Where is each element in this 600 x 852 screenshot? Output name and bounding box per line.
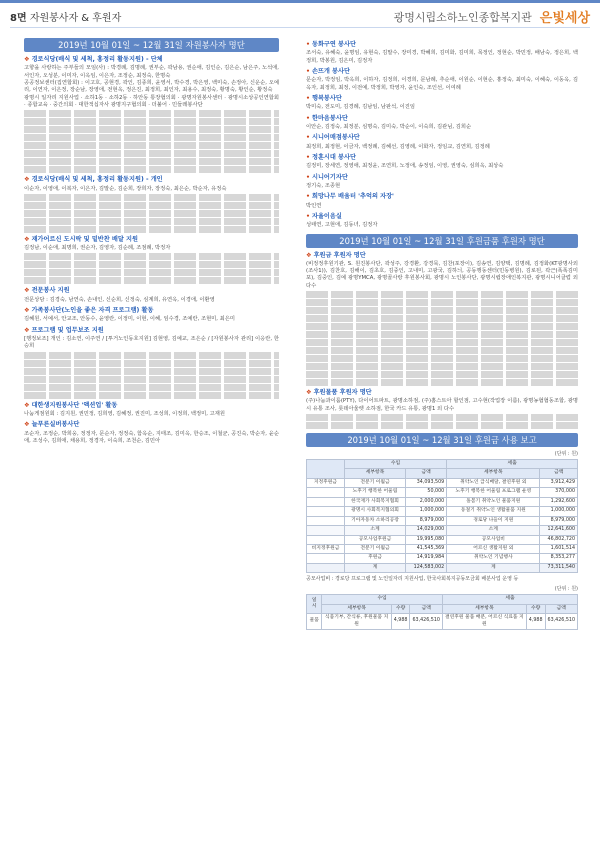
table-cell: 14,919,984 xyxy=(406,554,447,563)
table-cell: 공모사업비 xyxy=(447,535,540,544)
table-cell xyxy=(307,497,345,506)
section-heading: ❖ 재가어르신 도시락 및 밑반찬 배달 지원 xyxy=(24,235,138,243)
table-header: 금액 xyxy=(406,469,447,478)
table-cell: 370,000 xyxy=(540,488,578,497)
table-header: 세출 xyxy=(447,459,578,468)
section-heading: ❖ 가족봉사단(노인을 좋은 자격 프로그램) 활동 xyxy=(24,307,154,315)
group-text: 박인연 xyxy=(306,202,322,209)
section-heading: ❖ 경로식당(배식 및 세척, 홍정리 활동지원) - 단체 xyxy=(24,56,163,63)
volunteer-text: 공공정보센터(집연합회) : 이고호, 공현경, 곽인, 김종희, 윤영서, 박수경, 박은영, 백미숙, 손정아, 신운순, 오예리, 이연자, 이은정, 장순남, 장영애, 전현옥, 정은진, 최정희, 최인자, 최용수, 최정숙, 황명숙, 황인순, 황정숙 xyxy=(24,79,279,94)
group-heading: • 동화구연 봉사단 xyxy=(306,41,356,48)
table-cell: 8,353,277 xyxy=(540,554,578,563)
text-line xyxy=(24,253,279,260)
text-line xyxy=(24,277,279,284)
table-cell: 동절기 취약노인 생활물품 지원 xyxy=(447,507,540,516)
text-line xyxy=(306,315,578,322)
table-cell: 결연후원 물품 배분, 어르신 식료품 지원 xyxy=(442,614,526,630)
group-heading: • 정훈시대 봉사단 xyxy=(306,153,356,161)
table-cell: 계 xyxy=(344,563,405,572)
table-header: 수입 xyxy=(322,595,443,604)
table-header: 금액 xyxy=(540,469,578,478)
group-heading: • 손뜨개 봉사단 xyxy=(306,67,350,75)
section-heading: ❖ 전문봉사 지원 xyxy=(24,287,70,295)
table-cell xyxy=(307,563,345,572)
table-cell: 소계 xyxy=(447,526,540,535)
section-heading: ❖ 늘푸른실버봉사단 xyxy=(24,421,80,429)
section-heading: ❖ 경로식당(배식 및 세척, 홍정리 활동지원) - 개인 xyxy=(24,176,163,184)
table-header: 금액 xyxy=(545,604,578,613)
text-line xyxy=(306,363,578,370)
text-line xyxy=(306,339,578,346)
table-cell: 취약노인 급식배달, 결연후원 외 xyxy=(447,478,540,487)
text-line xyxy=(24,376,279,383)
volunteer-text: 고향을 사랑하는 주부들의 모임(사) : 박경례, 김명례, 권부순, 곽남용, 권순애, 김인순, 김은순, 남은주, 노석애, 서인자, 오성분, 이미자, 이옥임, 이은자, 조정순, 최정숙, 한명숙 xyxy=(24,65,279,79)
table-header: 금액 xyxy=(410,604,442,613)
unit-label: (단위 : 원) xyxy=(554,586,578,593)
table-cell: 한국재가 사회복지협회 xyxy=(344,497,405,506)
text-line xyxy=(306,307,578,314)
text-line xyxy=(24,194,279,201)
table-cell: 63,426,510 xyxy=(545,614,578,630)
table-cell: 취약노인 기념행사 xyxy=(447,554,540,563)
text-line xyxy=(24,360,279,367)
section-heading: ❖ 대한생지원봉사단 '액션업' 활동 xyxy=(24,401,118,409)
page-number: 8면 xyxy=(10,12,27,24)
table-cell: 계 xyxy=(447,563,540,572)
table-cell: 19,995,080 xyxy=(406,535,447,544)
text-line xyxy=(306,299,578,306)
group-heading: • 행복봉사단 xyxy=(306,94,342,102)
group-text: 박미숙, 전도미, 김경례, 김남임, 남판석, 이진임 xyxy=(306,104,415,111)
text-line xyxy=(24,166,279,173)
table-cell: 광명시 사회복지협의회 xyxy=(344,507,405,516)
text-line xyxy=(306,323,578,330)
text-line xyxy=(24,110,279,117)
table-cell: 식품기부, 간식류, 후원물품 지원 xyxy=(322,614,391,630)
org-name: 광명시립소하노인종합복지관 xyxy=(393,11,532,25)
left-column xyxy=(24,38,279,445)
table-cell: 50,000 xyxy=(406,488,447,497)
text-line xyxy=(306,379,578,386)
table-cell: 전분기 이월금 xyxy=(344,544,405,553)
table-cell: 4,988 xyxy=(526,614,545,630)
finance-table xyxy=(306,459,578,574)
text-line xyxy=(24,269,279,276)
volunteer-text: 전문상담 : 김경숙, 남연숙, 손내인, 신순희, 신정숙, 심계희, 유연옥, 이경애, 이환영 xyxy=(24,296,215,303)
text-line xyxy=(306,355,578,362)
text-line xyxy=(24,226,279,233)
text-line xyxy=(24,134,279,141)
table-cell: 기아자동차 소하리공장 xyxy=(344,516,405,525)
table-cell: 경로당 나들이 지원 xyxy=(447,516,540,525)
group-heading: • 시니어매점봉사단 xyxy=(306,134,360,142)
table-cell: 63,426,510 xyxy=(410,614,442,630)
text-line xyxy=(24,150,279,157)
volunteer-text: 김혜원, 서예서, 안교조, 안동수, 윤영란, 이정미, 이현, 이혜, 임수경, 조예란, 조현미, 최은미 xyxy=(24,316,236,323)
group-heading: • 시니어기자단 xyxy=(306,173,348,181)
table-header: 수입 xyxy=(344,459,446,468)
table-cell: 73,311,540 xyxy=(540,563,578,572)
goods-table xyxy=(306,594,578,630)
finance-table-body xyxy=(307,478,578,573)
text-line xyxy=(24,158,279,165)
table-cell: 34,093,509 xyxy=(406,478,447,487)
table-cell: 후원금 xyxy=(344,554,405,563)
group-text: 조서숙, 유혜숙, 윤명임, 유현숙, 김말수, 장미경, 박혜희, 김미화, 김미희, 목정인, 정현순, 박민정, 배남숙, 정은희, 백정희, 박봉원, 김은미, 김정자 xyxy=(306,50,578,64)
unit-label: (단위 : 원) xyxy=(554,451,578,457)
table-cell: 어르신 생활지원 외 xyxy=(447,544,540,553)
text-line xyxy=(24,202,279,209)
text-line xyxy=(306,331,578,338)
text-line xyxy=(24,142,279,149)
group-heading: • 희망나무 배움터 '추억의 자장' xyxy=(306,193,394,201)
table-row xyxy=(307,526,578,535)
table-header: 세부항목 xyxy=(447,469,540,478)
group-text: 성태연, 고현애, 김동녀, 김정자 xyxy=(306,222,378,229)
text-line xyxy=(306,347,578,354)
table-cell: 물품 xyxy=(307,614,322,630)
table-header: 수량 xyxy=(391,604,410,613)
table-cell: 공모사업후원금 xyxy=(344,535,405,544)
text-line xyxy=(306,414,578,421)
table-header: 수량 xyxy=(526,604,545,613)
page-header xyxy=(10,10,590,28)
table-cell: 1,292,600 xyxy=(540,497,578,506)
table-cell: 4,988 xyxy=(391,614,410,630)
table-row xyxy=(307,535,578,544)
text-line xyxy=(24,118,279,125)
volunteer-text: [행정보조] 개인 : 김소연, 이주연 / [투거노인동호지원] 김현영, 김예교, 조은순 / [자원봉사자 관리] 이응란, 한승희 xyxy=(24,336,279,350)
group-text: 문순자, 박정임, 박옥희, 이하자, 김정희, 이경희, 문남례, 추순애, 이원순, 이현순, 홍정숙, 최미숙, 이혜숙, 이동옥, 김옥자, 최정희, 최정, 이전예, 박정희, 박영자, 윤인숙, 조인선, 이여례 xyxy=(306,77,578,91)
donor-heading: ❖ 후원금 후원자 명단 xyxy=(306,251,366,259)
finance-banner: 2019년 10월 01일 ~ 12월 31일 후원금 사용 보고 xyxy=(306,433,578,447)
table-cell: 3,912,429 xyxy=(540,478,578,487)
table-cell: 1,000,000 xyxy=(406,507,447,516)
finance-notes: 공모사업비 : 경로당 프로그램 및 노인일자리 지원사업, 한국사회복지공동모금회 배분사업 운영 등 xyxy=(306,576,519,583)
table-header: 일 시 xyxy=(307,595,322,614)
table-cell xyxy=(307,516,345,525)
volunteer-text: 조순자, 조정순, 박희웅, 정정자, 문순자, 정정숙, 함옥순, 지태조, 김미옥, 한승조, 이철균, 공진숙, 박순자, 윤순애, 조성수, 김희애, 채용희, 정경자, 이숙희, 조천순, 김민아 xyxy=(24,430,279,445)
table-cell: 돌봄기 취약노인 물품지원 xyxy=(447,497,540,506)
table-row xyxy=(307,554,578,563)
donor-heading: ❖ 후원물품 후원자 명단 xyxy=(306,389,372,397)
table-row xyxy=(307,563,578,572)
group-text: 최정희, 최정현, 이금자, 백정례, 김혜선, 김영례, 이화자, 정임교, 김연희, 김정례 xyxy=(306,143,490,150)
table-row xyxy=(307,478,578,487)
table-cell: 8,979,000 xyxy=(406,516,447,525)
volunteer-banner: 2019년 10월 01일 ~ 12월 31일 자원봉사자 명단 xyxy=(24,38,279,52)
top-rule xyxy=(0,0,600,3)
text-line xyxy=(24,210,279,217)
table-cell: 12,641,600 xyxy=(540,526,578,535)
table-cell: 8,979,000 xyxy=(540,516,578,525)
text-line xyxy=(306,422,578,429)
text-line xyxy=(306,371,578,378)
table-cell xyxy=(307,554,345,563)
table-cell: 41,545,369 xyxy=(406,544,447,553)
table-cell: 노후기 행복한 어울림 xyxy=(344,488,405,497)
right-column xyxy=(306,38,578,630)
section-title: 자원봉사자 & 후원자 xyxy=(29,12,122,24)
text-line xyxy=(24,126,279,133)
group-text: 김정미, 장세연, 정영애, 최정윤, 조연희, 노정애, 송정임, 이영, 권영숙, 심희옥, 최상숙 xyxy=(306,163,504,170)
table-cell: 지정후원금 xyxy=(307,478,345,487)
volunteer-text: 이순자, 이영애, 이복자, 이은자, 김말순, 김순희, 장희자, 장정숙, 최은순, 박순자, 유정숙 xyxy=(24,185,227,192)
table-cell: 소계 xyxy=(344,526,405,535)
volunteer-text: 나눔게점원회 : 김지원, 권민정, 김희영, 김혜정, 권진미, 조성희, 이정희, 백정미, 고재원 xyxy=(24,411,225,418)
table-row xyxy=(307,544,578,553)
table-header xyxy=(307,459,345,478)
group-list xyxy=(306,41,578,230)
header-right xyxy=(394,10,590,28)
text-line xyxy=(24,392,279,399)
text-line xyxy=(24,384,279,391)
volunteer-text: 김정남, 이순애, 최명희, 권순자, 김영자, 김순례, 조점례, 박정자 xyxy=(24,245,171,252)
table-cell: 1,000,000 xyxy=(540,507,578,516)
text-line xyxy=(24,368,279,375)
table-header: 세부항목 xyxy=(322,604,391,613)
section-heading: ❖ 프로그램 및 업무보조 지원 xyxy=(24,326,104,334)
table-cell xyxy=(307,507,345,516)
brand-logo: 은빛세상 xyxy=(539,10,590,26)
table-row xyxy=(307,497,578,506)
text-line xyxy=(24,352,279,359)
table-row xyxy=(307,488,578,497)
table-cell: 2,000,000 xyxy=(406,497,447,506)
table-header: 세출 xyxy=(442,595,577,604)
table-header: 세부항목 xyxy=(442,604,526,613)
header-left xyxy=(10,12,121,26)
table-row xyxy=(307,614,578,630)
group-text: 이안순, 김정숙, 최정분, 심명숙, 김미숙, 박순이, 이숙희, 김관님, 김희순 xyxy=(306,123,472,130)
group-heading: • 한마음봉사단 xyxy=(306,114,348,122)
table-cell xyxy=(307,488,345,497)
table-cell: 비지정후원금 xyxy=(307,544,345,553)
table-cell xyxy=(307,526,345,535)
text-line xyxy=(306,291,578,298)
donor-text: (주)나눔과이룸(PTY), 다이어트파트, 광명소하점, (주)홈스트아 할인점, 고수현(작업장 이름), 광명농협협동조합, 광명시 유통 조사, 롯데아울렛 소하점, 한국 카드 유통, 광명1 외 다수 xyxy=(306,398,578,412)
table-cell: 124,583,002 xyxy=(406,563,447,572)
text-line xyxy=(24,261,279,268)
table-header: 세부항목 xyxy=(344,469,405,478)
table-cell: 노후기 행복한 어울림 프로그램 운영 xyxy=(447,488,540,497)
table-row xyxy=(307,507,578,516)
text-line xyxy=(24,218,279,225)
table-cell xyxy=(307,535,345,544)
donor-text: (비정정후원기관, S. 원진봉사단, 곽성주, 강경환, 강경묵, 김찬(포장이), 김송연, 김양택, 김명례, 김정화(KT광명사외(조사1)), 김찬호, 김해이, 김초호, 김중인, 고내미, 고광국, 김하늬, 공동행동센터(민동병원), 김로된, 곽근(폭폭김미포), 김중인, 김예 광명YMCA, 광명골사랑 후원봉사회, 광명시 노인봉사단, 광명시립장애인복지관, 광명시니어클럽 외 다수 xyxy=(306,260,578,289)
group-heading: • 자율이음실 xyxy=(306,212,342,220)
table-cell: 1,601,514 xyxy=(540,544,578,553)
donor-banner: 2019년 10월 01일 ~ 12월 31일 후원금품 후원자 명단 xyxy=(306,234,578,248)
table-cell: 전분기 이월금 xyxy=(344,478,405,487)
table-cell: 46,802,720 xyxy=(540,535,578,544)
group-text: 정기숙, 조종현 xyxy=(306,182,341,189)
volunteer-text: 광명시 일자리 지원사업 · 소하1동 · 소하2동 · 하안동 통장협의회 · 광명자원봉사센터 · 광명시소상공인연합회 · 종합교육 · 중간의회 · 대한적십자사 광명지구협의회 · 더불어 · 민들레봉사단 xyxy=(24,94,279,108)
table-row xyxy=(307,516,578,525)
table-cell: 14,029,000 xyxy=(406,526,447,535)
